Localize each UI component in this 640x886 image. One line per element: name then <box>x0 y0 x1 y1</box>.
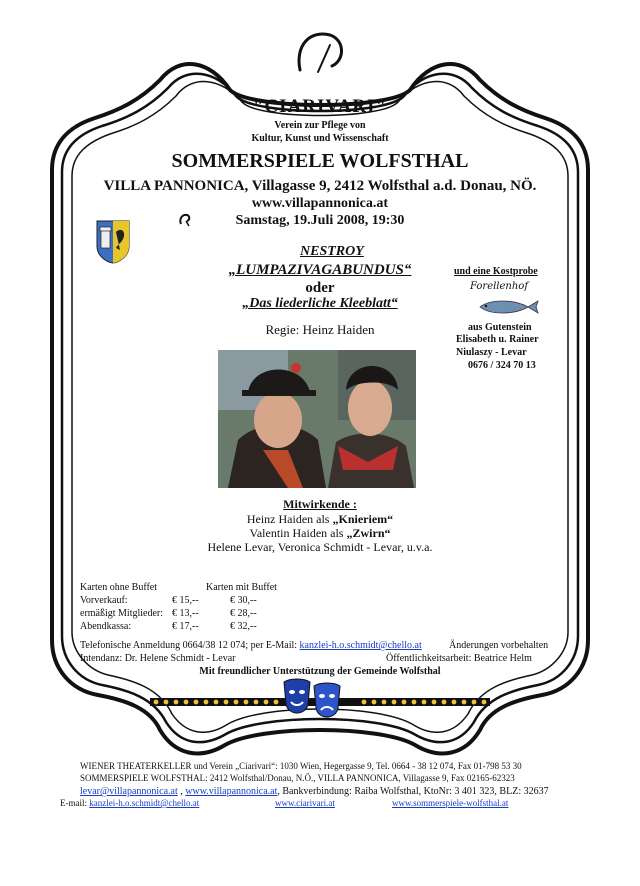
support-note: Mit freundlicher Unterstützung der Gemeinde Wolfsthal <box>199 666 441 677</box>
cast-role-2: „Zwirn“ <box>346 526 391 540</box>
cast-line-1 <box>0 512 640 527</box>
event-date: Samstag, 19.Juli 2008, 19:30 <box>235 213 405 228</box>
event-title: SOMMERSPIELE WOLFSTHAL <box>171 150 469 172</box>
price-without: € 17,-- <box>172 621 199 632</box>
registration-email-link[interactable]: kanzlei-h.o.schmidt@chello.at <box>299 640 422 651</box>
registration-line <box>80 640 422 651</box>
intendant: Intendanz: Dr. Helene Schmidt - Levar <box>80 653 236 664</box>
footer-email-label: E-mail: <box>60 798 90 808</box>
price-row-label: ermäßigt Mitglieder: <box>80 608 164 619</box>
fish-icon <box>476 298 540 316</box>
play-title: „LUMPAZIVAGABUNDUS“ <box>228 262 412 278</box>
venue-address: VILLA PANNONICA, Villagasse 9, 2412 Wolfsthal a.d. Donau, NÖ. <box>103 178 537 194</box>
footer-website-link[interactable]: www.villapannonica.at <box>185 786 278 797</box>
cast-heading: Mitwirkende : <box>283 497 357 511</box>
theater-masks-icon <box>280 676 344 726</box>
tasting-heading: und eine Kostprobe <box>454 266 538 277</box>
footer-sommerspiele-link[interactable]: www.sommerspiele-wolfsthal.at <box>392 798 509 808</box>
footer-separator: , <box>177 786 186 797</box>
price-row-label: Abendkassa: <box>80 621 132 632</box>
price-table-header <box>80 581 380 594</box>
actors-photo <box>218 350 416 488</box>
forellenhof-signature: Forellenhof <box>470 281 529 292</box>
host-surname: Niulaszy - Levar <box>456 347 527 358</box>
footer-line-3 <box>80 786 549 797</box>
price-with: € 32,-- <box>230 621 257 632</box>
changes-note: Änderungen vorbehalten <box>449 640 549 651</box>
footer-line-1: WIENER THEATERKELLER und Verein „Ciarivari“: 1030 Wien, Hegergasse 9, Tel. 0664 - 38 12 074, Fax 01-798 53 30 <box>80 761 522 771</box>
price-row <box>80 594 380 607</box>
registration-text: Telefonische Anmeldung 0664/38 12 074; per E-Mail: <box>80 640 300 651</box>
play-subtitle: „Das liederliche Kleeblatt“ <box>242 296 398 311</box>
cast-actor-1: Heinz Haiden als <box>246 512 333 526</box>
footer-bank: , Bankverbindung: Raiba Wolfsthal, KtoNr: 3 401 323, BLZ: 32637 <box>277 786 549 797</box>
wolfsthal-crest-icon <box>96 220 130 264</box>
cast-line-2 <box>0 526 640 541</box>
org-subtitle-1: Verein zur Pflege von <box>274 120 366 131</box>
host-names: Elisabeth u. Rainer <box>456 334 539 345</box>
footer-email2-link[interactable]: kanzlei-h.o.schmidt@chello.at <box>89 798 200 808</box>
col-without-buffet: Karten ohne Buffet <box>80 582 158 593</box>
price-row <box>80 620 380 633</box>
cast-role-1: „Knieriem“ <box>332 512 394 526</box>
cast-actor-2: Valentin Haiden als <box>249 526 347 540</box>
footer-line-2: SOMMERSPIELE WOLFSTHAL: 2412 Wolfsthal/Donau, N.Ö., VILLA PANNONICA, Villagasse 9, Fax 02165-62323 <box>80 773 515 783</box>
price-without: € 15,-- <box>172 595 199 606</box>
price-row-label: Vorverkauf: <box>80 595 128 606</box>
host-phone: 0676 / 324 70 13 <box>468 360 536 371</box>
cast-line-3: Helene Levar, Veronica Schmidt - Levar, u.v.a. <box>207 540 433 554</box>
footer-ciarivari-link[interactable]: www.ciarivari.at <box>275 798 335 808</box>
price-with: € 28,-- <box>230 608 257 619</box>
footer-line-4 <box>60 798 199 808</box>
pr-contact: Öffentlichkeitsarbeit: Beatrice Helm <box>386 653 532 664</box>
play-author: NESTROY <box>300 244 364 259</box>
origin: aus Gutenstein <box>468 322 532 333</box>
footer-email-link[interactable]: levar@villapannonica.at <box>80 786 178 797</box>
play-oder: oder <box>305 280 335 296</box>
venue-website: www.villapannonica.at <box>251 196 389 211</box>
director: Regie: Heinz Haiden <box>265 322 375 337</box>
price-without: € 13,-- <box>172 608 199 619</box>
price-table <box>80 581 380 633</box>
mask-logo-icon <box>178 212 192 228</box>
price-with: € 30,-- <box>230 595 257 606</box>
org-name: "CIARIVARI" <box>252 96 388 117</box>
col-with-buffet: Karten mit Buffet <box>206 582 277 593</box>
price-row <box>80 607 380 620</box>
org-subtitle-2: Kultur, Kunst und Wissenschaft <box>251 133 389 144</box>
